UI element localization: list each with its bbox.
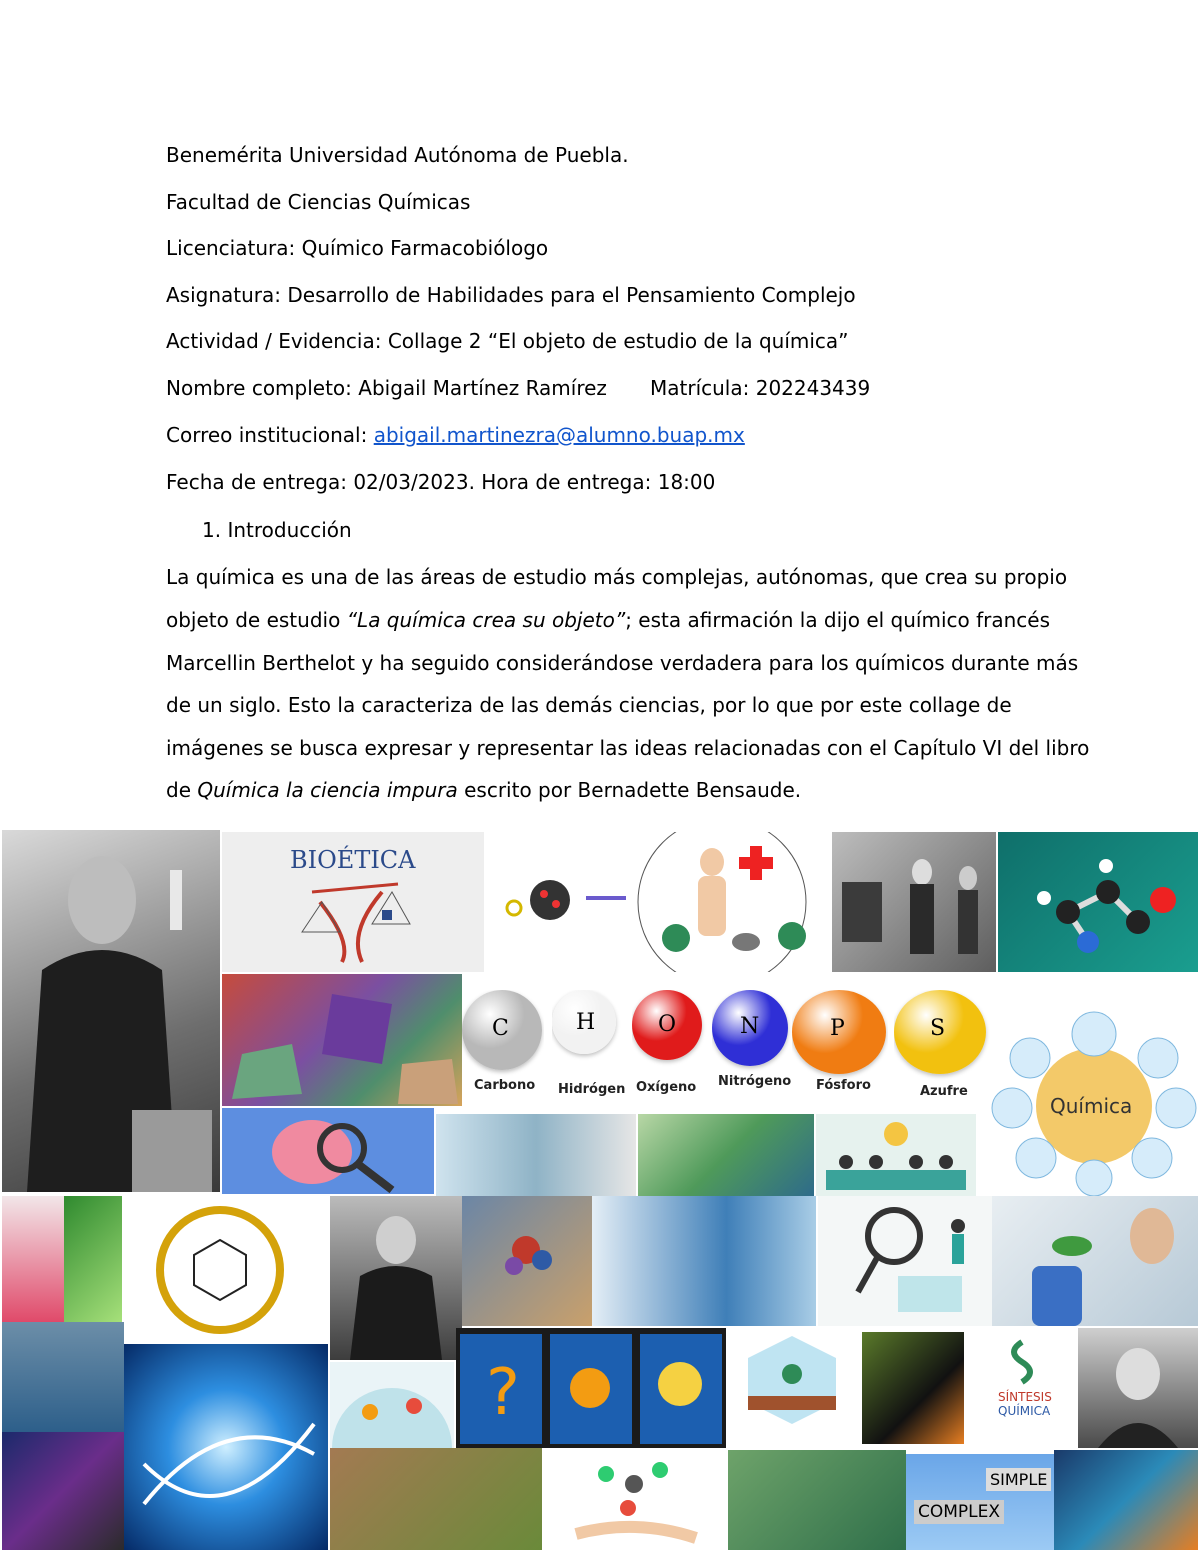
quimica-mindmap-tile [990, 1010, 1198, 1196]
sintesis-logo-tile [966, 1328, 1076, 1428]
svg-text:?: ? [486, 1356, 520, 1430]
email-label: Correo institucional: [166, 423, 374, 447]
student-name: Nombre completo: Abigail Martínez Ramírez [166, 376, 607, 400]
sintesis-logo-icon [966, 1328, 1076, 1388]
molecule-hand-icon [546, 1448, 726, 1550]
subject-name: Asignatura: Desarrollo de Habilidades para el Pensamiento Complejo [166, 283, 856, 307]
reaction-photo [862, 1332, 964, 1444]
molecule-3d-tile [998, 832, 1198, 972]
magnifier-people-icon [818, 1196, 992, 1326]
seated-figure-icon [330, 1196, 462, 1360]
complex-label: COMPLEX [914, 1500, 1004, 1524]
lab-icons-icon [330, 1362, 454, 1448]
science-collage-photo [1054, 1450, 1198, 1550]
delivery-date: Fecha de entrega: 02/03/2023. Hora de entrega: 18:00 [166, 470, 716, 494]
element-symbol: N [740, 1014, 760, 1039]
analysis-illustration [818, 1196, 992, 1326]
intro-line [166, 778, 801, 802]
intro-line: Marcellin Berthelot y ha seguido considerándose verdadera para los químicos durante más [166, 651, 1079, 675]
bioetica-label: BIOÉTICA [290, 846, 416, 874]
intro-line: La química es una de las áreas de estudio más complejas, autónomas, que crea su propio [166, 565, 1068, 589]
elements-tile [462, 990, 990, 1100]
element-nitrogen [712, 990, 798, 1100]
atom-icon [462, 1196, 592, 1326]
molecule-life-tile [486, 832, 830, 972]
minerals-tile [222, 974, 462, 1106]
element-phosphorus [792, 990, 888, 1100]
scientist-silhouette-icon [2, 830, 220, 1192]
plant-research-photo [638, 1114, 814, 1196]
element-name: Oxígeno [636, 1080, 697, 1095]
intro-text: ; esta afirmación la dijo el químico francés [625, 608, 1051, 632]
element-symbol: O [658, 1012, 677, 1037]
brain-magnifier-icon [222, 1108, 434, 1194]
science-icons-tile [330, 1362, 454, 1448]
lab-worker-photo [436, 1114, 636, 1196]
email-link[interactable]: abigail.martinezra@alumno.buap.mx [373, 423, 745, 447]
question-gears-bulb-icon [456, 1328, 726, 1448]
ouroboros-benzene-icon [124, 1196, 328, 1344]
element-name: Azufre [920, 1084, 968, 1099]
scientist-plant-photo [992, 1196, 1198, 1326]
quimica-center-label: Química [1050, 1094, 1133, 1118]
plant-sample-icon [992, 1196, 1198, 1326]
hands-soil-photo [330, 1448, 542, 1550]
sintesis-line2: QUÍMICA [998, 1404, 1051, 1418]
plant-hexagon-tile [728, 1328, 856, 1428]
element-name: Hidrógen [558, 1082, 626, 1097]
ouroboros-benzene-tile [124, 1196, 328, 1344]
intro-text: de [166, 778, 198, 802]
dna-icon [124, 1344, 328, 1550]
simple-complex-sign [906, 1454, 1054, 1550]
element-name: Fósforo [816, 1078, 871, 1093]
chemist-flask-photo [592, 1196, 816, 1326]
sea-farm-photo [2, 1322, 124, 1432]
element-carbon [462, 990, 544, 1100]
university-name: Benemérita Universidad Autónoma de Puebla. [166, 143, 629, 167]
crystals-icon [222, 974, 462, 1106]
element-name: Nitrógeno [718, 1074, 792, 1089]
element-symbol: S [930, 1016, 946, 1041]
engraving-icon [832, 832, 996, 972]
simple-label: SIMPLE [986, 1468, 1051, 1491]
element-name: Carbono [474, 1078, 536, 1093]
element-symbol: H [576, 1010, 596, 1035]
book-title: Química la ciencia impura [197, 778, 458, 802]
bioetica-tile [222, 832, 484, 972]
element-symbol: C [492, 1016, 509, 1041]
molecule-hand-tile [546, 1448, 726, 1550]
molecule-3d-icon [998, 832, 1198, 972]
intro-text: escrito por Bernadette Bensaude. [457, 778, 802, 802]
historic-lab-tile [832, 832, 996, 972]
berthelot-seated-photo [330, 1196, 462, 1360]
element-hydrogen [552, 990, 642, 1100]
section-heading: 1. Introducción [202, 518, 352, 542]
teamwork-illustration [816, 1114, 976, 1196]
brain-research-tile [222, 1108, 434, 1194]
plant-hexagon-icon [728, 1328, 856, 1428]
pipette-photo [2, 1196, 64, 1322]
lab-team-photo [728, 1450, 906, 1550]
atom-hand-photo [462, 1196, 592, 1326]
element-symbol: P [830, 1016, 845, 1041]
intro-quote: “La química crea su objeto” [346, 608, 626, 632]
email-line [166, 423, 745, 447]
activity-title: Actividad / Evidencia: Collage 2 “El objeto de estudio de la química” [166, 329, 849, 353]
green-leaf-photo [64, 1196, 122, 1322]
sintesis-line1: SÍNTESIS [998, 1390, 1052, 1404]
team-icon [816, 1114, 976, 1196]
bearded-portrait-icon [1078, 1328, 1198, 1448]
balance-dna-icon [222, 832, 484, 972]
thinking-heads-tile [456, 1328, 726, 1448]
bearded-scientist-portrait [1078, 1328, 1198, 1448]
berthelot-portrait [2, 830, 220, 1192]
dna-helix-photo [124, 1344, 328, 1550]
molecule-to-life-icon [486, 832, 830, 972]
degree-name: Licenciatura: Químico Farmacobiólogo [166, 236, 549, 260]
faculty-name: Facultad de Ciencias Químicas [166, 190, 471, 214]
intro-text: objeto de estudio [166, 608, 347, 632]
element-oxygen [632, 990, 712, 1100]
intro-line [166, 608, 1050, 632]
student-id: Matrícula: 202243439 [650, 376, 871, 400]
element-sulfur [894, 990, 990, 1100]
intro-line: imágenes se busca expresar y representar las ideas relacionadas con el Capítulo VI del libro [166, 736, 1090, 760]
intro-line: de un siglo. Esto la caracteriza de las demás ciencias, por lo que por este collage de [166, 693, 1012, 717]
space-dna-photo [2, 1432, 124, 1550]
